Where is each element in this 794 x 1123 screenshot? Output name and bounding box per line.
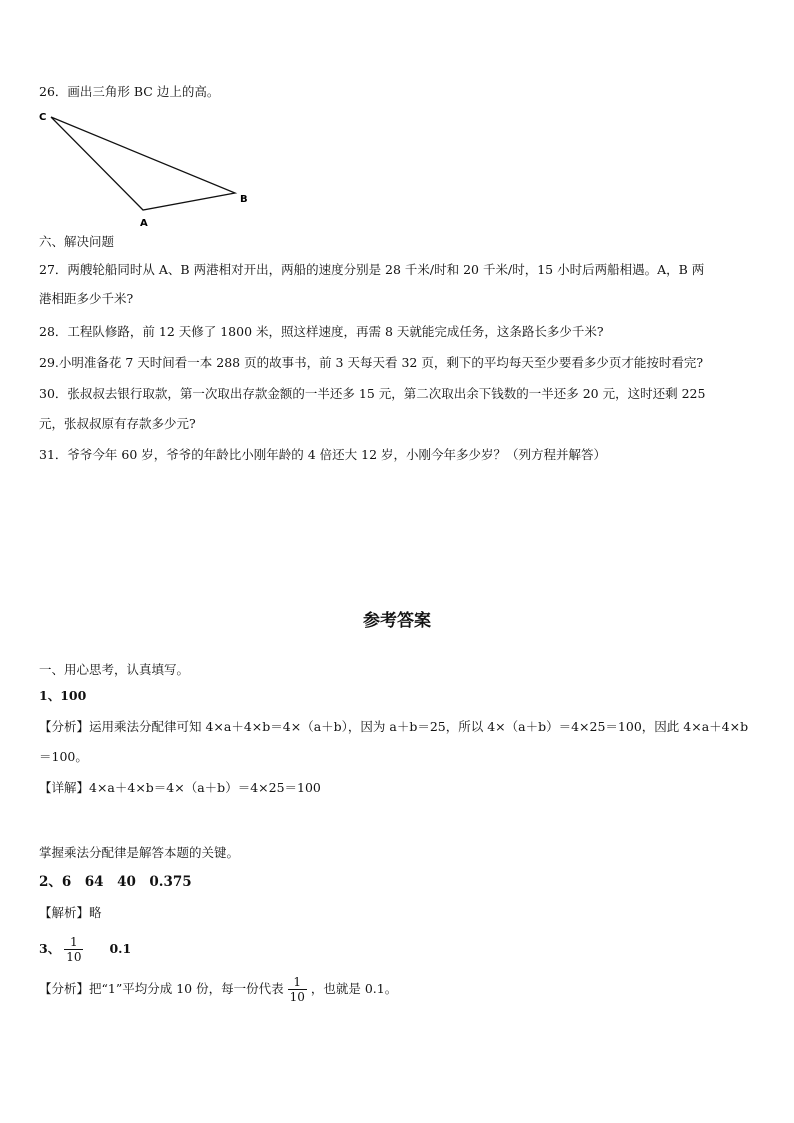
answer-3-fraction [64, 935, 83, 964]
question-30-line1: 30．张叔叔去银行取款，第一次取出存款金额的一半还多 15 元，第二次取出余下钱数的一半还多 20 元，这时还剩 225 [39, 386, 706, 401]
answer-1-detail: 【详解】4×a＋4×b＝4×（a＋b）＝4×25＝100 [39, 780, 321, 795]
question-28: 28．工程队修路，前 12 天修了 1800 米，照这样速度，再需 8 天就能完成任务，这条路长多少千米? [39, 324, 604, 339]
answers-title: 参考答案 [363, 611, 431, 631]
triangle-figure [30, 104, 260, 232]
vertex-a-label: A [140, 218, 148, 229]
question-29: 29.小明准备花 7 天时间看一本 288 页的故事书，前 3 天每天看 32 页，剩下的平均每天至少要看多少页才能按时看完? [39, 355, 704, 370]
answer-1-analysis-line1: 【分析】运用乘法分配律可知 4×a＋4×b＝4×（a＋b），因为 a＋b＝25，所以 4×（a＋b）＝4×25＝100，因此 4×a＋4×b [39, 719, 749, 734]
answer-3-fraction-denominator: 10 [66, 950, 82, 964]
vertex-b-label: B [240, 194, 248, 205]
question-27-line1: 27．两艘轮船同时从 A、B 两港相对开出，两船的速度分别是 28 千米/时和 20 千米/时，15 小时后两船相遇。A，B 两 [39, 262, 705, 277]
triangle-shape [51, 117, 235, 210]
answer-2-analysis: 【解析】略 [39, 905, 102, 920]
answer-3-fraction-numerator: 1 [64, 935, 83, 950]
question-27-line2: 港相距多少千米? [39, 291, 134, 306]
answer-3-value: 0.1 [109, 941, 132, 956]
answer-3-analysis-text-post: ，也就是 0.1。 [310, 981, 398, 996]
question-31: 31．爷爷今年 60 岁，爷爷的年龄比小刚年龄的 4 倍还大 12 岁，小刚今年多少岁？（列方程并解答） [39, 447, 607, 462]
answer-3-prefix: 3、 [39, 941, 61, 956]
answer-2-head: 2、6 64 40 0.375 [39, 874, 192, 890]
vertex-c-label: C [39, 112, 47, 123]
answer-1-analysis-line2: ＝100。 [39, 749, 88, 764]
answer-3-analysis-text-pre: 【分析】把“1”平均分成 10 份，每一份代表 [39, 981, 284, 996]
answer-3-analysis-fraction [288, 975, 307, 1004]
answer-3-head [39, 932, 131, 966]
answer-3-analysis-fraction-numerator: 1 [288, 975, 307, 990]
answer-1-note: 掌握乘法分配律是解答本题的关键。 [39, 845, 240, 860]
section-heading-6: 六、解决问题 [39, 234, 115, 249]
answer-section-1-heading: 一、用心思考，认真填写。 [39, 662, 190, 677]
answer-1-head: 1、100 [39, 688, 87, 703]
answer-3-analysis [39, 972, 397, 1006]
question-30-line2: 元，张叔叔原有存款多少元? [39, 416, 196, 431]
question-26: 26．画出三角形 BC 边上的高。 [39, 84, 220, 99]
answer-3-analysis-fraction-denominator: 10 [289, 990, 305, 1004]
